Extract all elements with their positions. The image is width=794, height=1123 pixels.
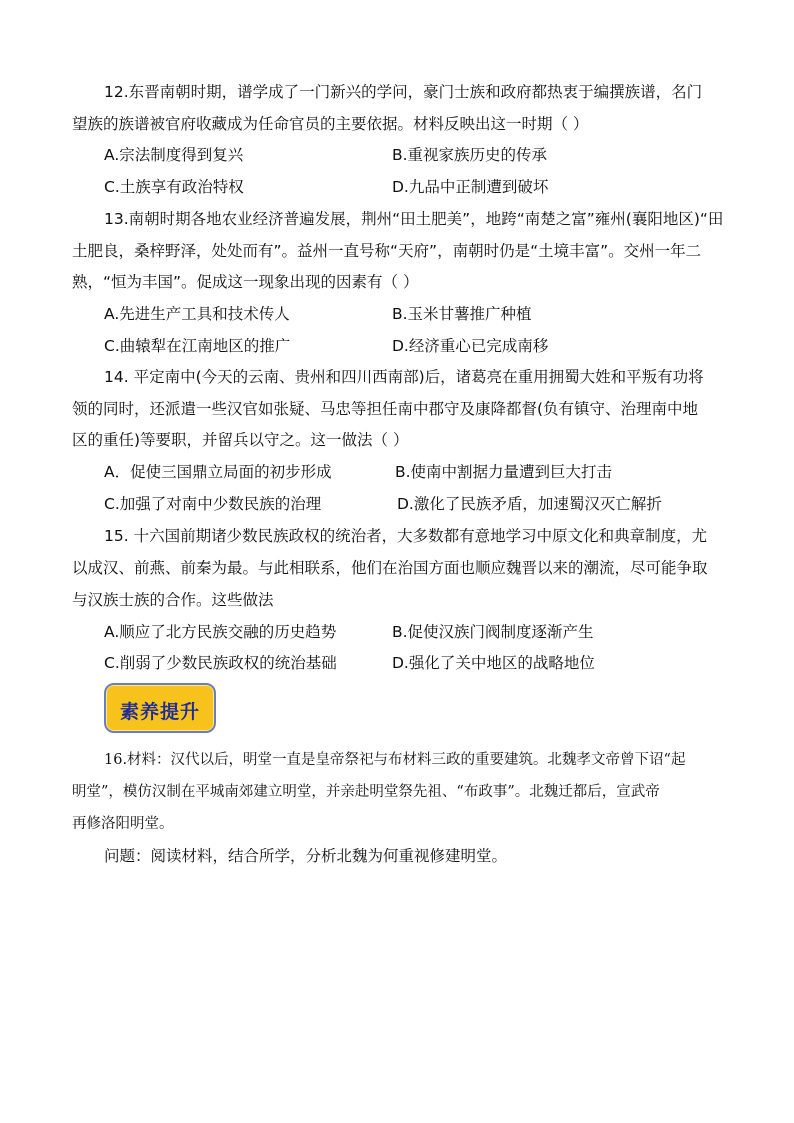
question-12-option-c[interactable]: C.土族享有政治特权 [104, 178, 244, 196]
question-12-option-d[interactable]: D.九品中正制遭到破坏 [392, 178, 549, 196]
question-14-stem-line-2: 领的同时，还派遣一些汉官如张疑、马忠等担任南中郡守及康降都督(负有镇守、治理南中地 [72, 400, 699, 418]
question-16-material-line-1: 16.材料：汉代以后，明堂一直是皇帝祭祀与布材料三政的重要建筑。北魏孝文帝曾下诏“起 [104, 752, 686, 768]
section-badge-label: 素养提升 [119, 701, 200, 723]
question-13-stem-line-3: 熟，“恒为丰国”。促成这一现象出现的因素有（ ） [72, 273, 419, 291]
question-13-option-b[interactable]: B.玉米甘薯推广种植 [392, 305, 532, 323]
question-13-stem-line-2: 土肥良，桑梓野泽，处处而有”。益州一直号称“天府”，南朝时仍是“土境丰富”。交州一年二 [72, 242, 702, 260]
question-16-material-line-2: 明堂”，模仿汉制在平城南郊建立明堂，并亲赴明堂祭先祖、“布政事”。北魏迁都后，宣武帝 [72, 784, 660, 800]
question-15-stem-line-3: 与汉族士族的合作。这些做法 [72, 591, 274, 609]
question-13-option-d[interactable]: D.经济重心已完成南移 [392, 337, 549, 355]
question-14-option-d[interactable]: D.激化了民族矛盾，加速蜀汉灭亡解折 [397, 495, 662, 513]
question-12-stem-line-1: 12.东晋南朝时期，谱学成了一门新兴的学问，豪门士族和政府都热衷于编撰族谱，名门 [104, 83, 703, 101]
question-16-material-line-3: 再修洛阳明堂。 [72, 816, 174, 832]
question-14-stem-line-1: 14. 平定南中(今天的云南、贵州和四川西南部)后，诸葛亮在重用拥蜀大姓和平叛有功将 [104, 368, 704, 386]
question-15-option-b[interactable]: B.促使汉族门阀制度逐渐产生 [392, 623, 594, 641]
question-16-prompt: 问题：阅读材料，结合所学，分析北魏为何重视修建明堂。 [104, 847, 508, 865]
question-12-stem-line-2: 望族的族谱被官府收藏成为任命官员的主要依据。材料反映出这一时期（ ） [72, 115, 589, 133]
question-14-option-b[interactable]: B.使南中割据力量遭到巨大打击 [395, 463, 613, 481]
question-12-option-b[interactable]: B.重视家族历史的传承 [392, 146, 548, 164]
question-15-option-a[interactable]: A.顺应了北方民族交融的历史趋势 [104, 623, 337, 641]
question-13-option-c[interactable]: C.曲辕犁在江南地区的推广 [104, 337, 291, 355]
question-14-option-c[interactable]: C.加强了对南中少数民族的治理 [104, 495, 322, 513]
section-badge [104, 683, 216, 733]
question-14-stem-line-3: 区的重任)等要职，并留兵以守之。这一做法（ ） [72, 431, 409, 449]
question-14-option-a[interactable]: A．促使三国鼎立局面的初步形成 [104, 463, 332, 481]
question-13-stem-line-1: 13.南朝时期各地农业经济普遍发展，荆州“田土肥美”，地跨“南楚之富”雍州(襄阳地区)“田 [104, 210, 724, 228]
question-12-option-a[interactable]: A.宗法制度得到复兴 [104, 146, 244, 164]
question-15-option-d[interactable]: D.强化了关中地区的战略地位 [392, 654, 595, 672]
question-15-stem-line-2: 以成汉、前燕、前秦为最。与此相联系，他们在治国方面也顺应魏晋以来的潮流，尽可能争取 [72, 559, 708, 577]
question-15-option-c[interactable]: C.削弱了少数民族政权的统治基础 [104, 654, 337, 672]
question-15-stem-line-1: 15. 十六国前期诸少数民族政权的统治者，大多数都有意地学习中原文化和典章制度，尤 [104, 527, 708, 545]
question-13-option-a[interactable]: A.先进生产工具和技术传人 [104, 305, 290, 323]
